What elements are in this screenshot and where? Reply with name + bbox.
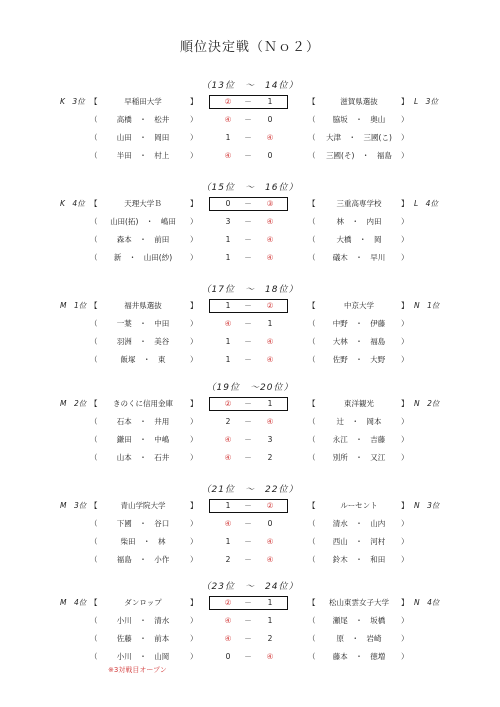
left-score: 1	[225, 253, 231, 262]
right-bracket-close: ）	[401, 337, 409, 346]
right-name: 別所 ・ 又江	[332, 453, 386, 462]
left-bracket-close: ）	[190, 337, 198, 346]
block-header: （19位 ～20位）	[206, 383, 294, 393]
left-score: ④	[224, 616, 232, 625]
left-bracket-open: （	[90, 417, 98, 426]
right-score: 0	[267, 115, 273, 124]
right-bracket-open: 【	[308, 399, 316, 408]
right-name: 永江 ・ 吉藤	[332, 435, 386, 444]
score-dash: －	[244, 235, 252, 244]
right-rank: N 4位	[414, 598, 440, 607]
right-name: 大林 ・ 福島	[332, 337, 386, 346]
right-bracket-open: （	[308, 115, 316, 124]
right-rank: N 3位	[414, 501, 440, 510]
score-dash: －	[244, 537, 252, 546]
right-bracket-open: （	[308, 555, 316, 564]
match-block	[0, 482, 500, 570]
right-bracket-open: 【	[308, 301, 316, 310]
left-name: きのくに信用金庫	[113, 399, 173, 408]
right-name: 脇坂 ・ 奥山	[332, 115, 386, 124]
left-bracket-close: ）	[190, 634, 198, 643]
left-rank: M 4位	[60, 598, 87, 607]
right-score: ③	[266, 199, 274, 208]
left-score: 1	[225, 501, 231, 510]
left-name: 新 ・ 山田(紗)	[113, 253, 173, 262]
right-bracket-close: ）	[401, 115, 409, 124]
left-bracket-close: ）	[190, 519, 198, 528]
right-name: 滋賀県選抜	[340, 97, 378, 106]
left-name: 早稲田大学	[124, 97, 162, 106]
footnote: ※3対戦目オープン	[108, 666, 167, 674]
left-bracket-open: （	[90, 453, 98, 462]
pair-row	[0, 632, 500, 646]
left-bracket-close: 】	[190, 598, 198, 607]
left-bracket-close: ）	[190, 253, 198, 262]
right-bracket-close: ）	[401, 417, 409, 426]
left-name: 半田 ・ 村上	[116, 151, 170, 160]
left-name: 福島 ・ 小作	[116, 555, 170, 564]
right-name: 佐野 ・ 大野	[332, 355, 386, 364]
left-name: 福井県選抜	[124, 301, 162, 310]
score-dash: －	[244, 616, 252, 625]
left-bracket-close: 】	[190, 501, 198, 510]
right-bracket-close: ）	[401, 652, 409, 661]
page-title: 順位決定戦（Ｎｏ２）	[179, 40, 320, 55]
left-bracket-close: ）	[190, 133, 198, 142]
score-dash: －	[244, 151, 252, 160]
right-bracket-close: ）	[401, 151, 409, 160]
left-bracket-open: 【	[90, 501, 98, 510]
score-dash: －	[244, 435, 252, 444]
left-bracket-close: ）	[190, 235, 198, 244]
left-score: 1	[225, 235, 231, 244]
score-dash: －	[244, 319, 252, 328]
right-bracket-open: （	[308, 355, 316, 364]
right-name: 藤本 ・ 徳増	[332, 652, 386, 661]
match-block	[0, 78, 500, 166]
left-bracket-open: （	[90, 253, 98, 262]
right-name: 礒木 ・ 早川	[332, 253, 386, 262]
right-name: 中京大学	[344, 301, 374, 310]
right-score: ④	[266, 133, 274, 142]
team-row	[0, 299, 500, 313]
match-block	[0, 180, 500, 268]
right-name: 原 ・ 岩崎	[336, 634, 382, 643]
left-score: ④	[224, 151, 232, 160]
left-name: ダンロップ	[124, 598, 162, 607]
block-header: （23位 ～ 24位）	[201, 582, 299, 592]
right-score: 1	[267, 319, 273, 328]
score-dash: －	[244, 501, 252, 510]
right-bracket-close: ）	[401, 537, 409, 546]
right-name: 大津 ・ 三國(こ)	[326, 133, 392, 142]
left-score: ④	[224, 115, 232, 124]
left-name: 飯塚 ・ 東	[120, 355, 166, 364]
right-bracket-close: ）	[401, 453, 409, 462]
left-bracket-close: ）	[190, 115, 198, 124]
right-bracket-open: 【	[308, 501, 316, 510]
pair-row	[0, 149, 500, 163]
right-bracket-close: 】	[401, 399, 409, 408]
right-bracket-close: ）	[401, 319, 409, 328]
right-score: 1	[267, 399, 273, 408]
right-bracket-close: 】	[401, 301, 409, 310]
left-score: ②	[224, 399, 232, 408]
left-bracket-open: （	[90, 133, 98, 142]
right-name: 林 ・ 内田	[336, 217, 382, 226]
right-score: ④	[266, 253, 274, 262]
left-score: ④	[224, 634, 232, 643]
right-score: ④	[266, 337, 274, 346]
left-score: 3	[225, 217, 231, 226]
left-rank: K 4位	[60, 199, 85, 208]
left-bracket-open: （	[90, 555, 98, 564]
right-score: ④	[266, 235, 274, 244]
left-score: 2	[225, 555, 231, 564]
left-bracket-open: （	[90, 217, 98, 226]
right-rank: L 4位	[414, 199, 438, 208]
score-dash: －	[244, 598, 252, 607]
right-name: 東洋観光	[344, 399, 374, 408]
left-score: 1	[225, 301, 231, 310]
pair-row	[0, 415, 500, 429]
right-bracket-open: （	[308, 616, 316, 625]
left-bracket-open: 【	[90, 97, 98, 106]
pair-row	[0, 113, 500, 127]
right-bracket-open: （	[308, 537, 316, 546]
right-bracket-open: （	[308, 634, 316, 643]
left-bracket-close: ）	[190, 151, 198, 160]
left-bracket-open: （	[90, 519, 98, 528]
team-row	[0, 197, 500, 211]
right-bracket-close: 】	[401, 199, 409, 208]
pair-row	[0, 650, 500, 664]
match-block	[0, 579, 500, 667]
right-score: ④	[266, 417, 274, 426]
right-rank: N 1位	[414, 301, 440, 310]
right-name: 三國(そ) ・ 福島	[326, 151, 392, 160]
left-bracket-close: 】	[190, 199, 198, 208]
left-bracket-open: （	[90, 115, 98, 124]
left-bracket-close: ）	[190, 652, 198, 661]
left-name: 青山学院大学	[120, 501, 166, 510]
pair-row	[0, 553, 500, 567]
right-name: 大橋 ・ 岡	[336, 235, 382, 244]
score-dash: －	[244, 399, 252, 408]
left-name: 石本 ・ 井用	[116, 417, 170, 426]
left-bracket-close: ）	[190, 435, 198, 444]
left-bracket-open: （	[90, 151, 98, 160]
right-score: ④	[266, 652, 274, 661]
right-name: ルーセント	[340, 501, 378, 510]
left-bracket-close: ）	[190, 616, 198, 625]
right-name: 清水 ・ 山内	[332, 519, 386, 528]
score-dash: －	[244, 453, 252, 462]
score-dash: －	[244, 355, 252, 364]
left-bracket-close: ）	[190, 217, 198, 226]
right-bracket-open: （	[308, 417, 316, 426]
right-score: 0	[267, 151, 273, 160]
left-bracket-open: （	[90, 634, 98, 643]
score-dash: －	[244, 634, 252, 643]
match-block	[0, 282, 500, 370]
left-name: 羽洲 ・ 美谷	[116, 337, 170, 346]
left-bracket-open: 【	[90, 598, 98, 607]
left-bracket-open: 【	[90, 199, 98, 208]
team-row	[0, 499, 500, 513]
left-bracket-open: （	[90, 355, 98, 364]
right-bracket-close: 】	[401, 501, 409, 510]
right-score: 3	[267, 435, 273, 444]
right-bracket-close: ）	[401, 133, 409, 142]
left-name: 鎌田 ・ 中嶋	[116, 435, 170, 444]
right-bracket-close: ）	[401, 355, 409, 364]
right-bracket-close: ）	[401, 435, 409, 444]
left-score: 0	[225, 199, 231, 208]
pair-row	[0, 131, 500, 145]
pair-row	[0, 335, 500, 349]
left-bracket-close: ）	[190, 355, 198, 364]
left-bracket-close: ）	[190, 319, 198, 328]
pair-row	[0, 233, 500, 247]
left-bracket-open: 【	[90, 399, 98, 408]
right-bracket-close: ）	[401, 555, 409, 564]
right-rank: L 3位	[414, 97, 438, 106]
left-bracket-close: ）	[190, 417, 198, 426]
team-row	[0, 95, 500, 109]
right-bracket-open: （	[308, 235, 316, 244]
right-bracket-open: 【	[308, 598, 316, 607]
left-bracket-close: ）	[190, 453, 198, 462]
score-dash: －	[244, 519, 252, 528]
right-bracket-close: 】	[401, 598, 409, 607]
right-bracket-open: （	[308, 337, 316, 346]
left-bracket-close: 】	[190, 399, 198, 408]
right-bracket-open: （	[308, 652, 316, 661]
right-bracket-close: ）	[401, 519, 409, 528]
pair-row	[0, 517, 500, 531]
left-rank: M 1位	[60, 301, 87, 310]
left-bracket-open: （	[90, 652, 98, 661]
right-score: ④	[266, 355, 274, 364]
match-block	[0, 380, 500, 468]
right-score: ④	[266, 555, 274, 564]
left-name: 高橋 ・ 松井	[116, 115, 170, 124]
left-name: 天理大学Ｂ	[124, 199, 162, 208]
right-bracket-open: （	[308, 151, 316, 160]
left-name: 森本 ・ 前田	[116, 235, 170, 244]
right-name: 松山東雲女子大学	[329, 598, 389, 607]
right-bracket-open: （	[308, 253, 316, 262]
left-name: 山本 ・ 石井	[116, 453, 170, 462]
left-bracket-open: （	[90, 435, 98, 444]
block-header: （17位 ～ 18位）	[201, 285, 299, 295]
block-header: （15位 ～ 16位）	[201, 183, 299, 193]
right-bracket-close: ）	[401, 253, 409, 262]
left-score: 1	[225, 133, 231, 142]
right-bracket-open: （	[308, 519, 316, 528]
right-name: 中野 ・ 伊藤	[332, 319, 386, 328]
left-score: ②	[224, 97, 232, 106]
left-name: 柴田 ・ 林	[120, 537, 166, 546]
right-bracket-open: （	[308, 319, 316, 328]
score-dash: －	[244, 555, 252, 564]
left-name: 佐藤 ・ 前本	[116, 634, 170, 643]
left-rank: M 2位	[60, 399, 87, 408]
left-name: 山田 ・ 岡田	[116, 133, 170, 142]
right-name: 瀬尾 ・ 坂橋	[332, 616, 386, 625]
block-header: （21位 ～ 22位）	[201, 485, 299, 495]
left-bracket-open: （	[90, 235, 98, 244]
left-name: 山田(拓) ・ 嶋田	[110, 217, 176, 226]
right-bracket-open: （	[308, 453, 316, 462]
right-score: 0	[267, 519, 273, 528]
right-bracket-open: （	[308, 133, 316, 142]
left-score: 1	[225, 337, 231, 346]
right-bracket-close: ）	[401, 235, 409, 244]
left-score: 1	[225, 355, 231, 364]
score-dash: －	[244, 115, 252, 124]
score-dash: －	[244, 337, 252, 346]
team-row	[0, 397, 500, 411]
score-dash: －	[244, 417, 252, 426]
pair-row	[0, 353, 500, 367]
left-bracket-open: （	[90, 319, 98, 328]
right-bracket-open: （	[308, 217, 316, 226]
score-dash: －	[244, 301, 252, 310]
left-score: ④	[224, 319, 232, 328]
right-name: 三重高専学校	[336, 199, 382, 208]
left-name: 小川 ・ 山岡	[116, 652, 170, 661]
pair-row	[0, 451, 500, 465]
right-name: 西山 ・ 河村	[332, 537, 386, 546]
right-name: 辻 ・ 岡本	[336, 417, 382, 426]
right-rank: N 2位	[414, 399, 440, 408]
pair-row	[0, 251, 500, 265]
right-score: ④	[266, 217, 274, 226]
pair-row	[0, 317, 500, 331]
right-bracket-close: ）	[401, 616, 409, 625]
left-name: 小川 ・ 清水	[116, 616, 170, 625]
right-score: 2	[267, 453, 273, 462]
left-score: 0	[225, 652, 231, 661]
right-bracket-open: （	[308, 435, 316, 444]
right-bracket-close: ）	[401, 217, 409, 226]
left-bracket-close: 】	[190, 97, 198, 106]
left-score: ②	[224, 598, 232, 607]
left-bracket-open: （	[90, 537, 98, 546]
right-name: 鈴木 ・ 和田	[332, 555, 386, 564]
right-score: 1	[267, 598, 273, 607]
pair-row	[0, 215, 500, 229]
right-score: ④	[266, 537, 274, 546]
pair-row	[0, 614, 500, 628]
score-dash: －	[244, 217, 252, 226]
score-dash: －	[244, 199, 252, 208]
score-dash: －	[244, 97, 252, 106]
right-score: 1	[267, 97, 273, 106]
right-score: ②	[266, 501, 274, 510]
pair-row	[0, 433, 500, 447]
right-bracket-open: 【	[308, 97, 316, 106]
left-bracket-open: （	[90, 337, 98, 346]
left-name: 一葉 ・ 中田	[116, 319, 170, 328]
right-score: 1	[267, 616, 273, 625]
left-rank: M 3位	[60, 501, 87, 510]
right-bracket-close: ）	[401, 634, 409, 643]
score-dash: －	[244, 253, 252, 262]
score-dash: －	[244, 133, 252, 142]
left-bracket-close: ）	[190, 555, 198, 564]
block-header: （13位 ～ 14位）	[201, 81, 299, 91]
team-row	[0, 596, 500, 610]
score-dash: －	[244, 652, 252, 661]
left-score: 1	[225, 537, 231, 546]
left-score: ④	[224, 435, 232, 444]
left-bracket-open: 【	[90, 301, 98, 310]
right-bracket-open: 【	[308, 199, 316, 208]
left-bracket-close: 】	[190, 301, 198, 310]
left-bracket-open: （	[90, 616, 98, 625]
left-rank: K 3位	[60, 97, 85, 106]
right-score: ②	[266, 301, 274, 310]
right-score: 2	[267, 634, 273, 643]
left-score: ④	[224, 519, 232, 528]
left-score: ④	[224, 453, 232, 462]
left-name: 下國 ・ 谷口	[116, 519, 170, 528]
left-score: 2	[225, 417, 231, 426]
right-bracket-close: 】	[401, 97, 409, 106]
left-bracket-close: ）	[190, 537, 198, 546]
pair-row	[0, 535, 500, 549]
